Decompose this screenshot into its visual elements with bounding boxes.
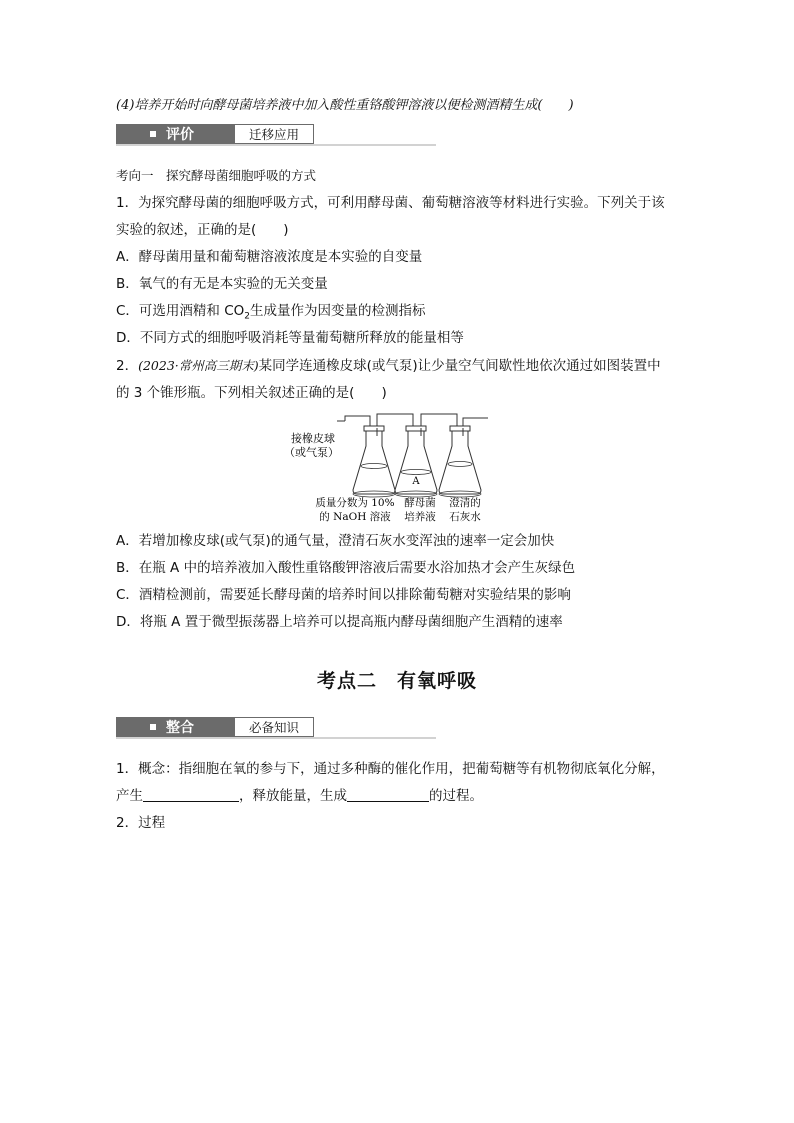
eval-banner-dark [116,124,234,144]
banner-rule [116,144,436,146]
q1-option-a: A．酵母菌用量和葡萄糖溶液浓度是本实验的自变量 [116,249,423,265]
question-4-statement: (4)培养开始时向酵母菌培养液中加入酸性重铬酸钾溶液以便检测酒精生成( ) [116,98,574,113]
concept-release: ，释放能量，生成 [239,788,347,804]
section-title [0,666,794,693]
caption-naoh-line-1: 质量分数为 10% [315,497,395,509]
eval-banner-subtitle: 迁移应用 [234,124,314,144]
pump-label-line-1: 接橡皮球 [291,432,335,445]
direction-heading: 考向一 探究酵母菌细胞呼吸的方式 [116,168,317,183]
flask-1 [353,428,395,494]
q1-option-c [116,302,426,326]
blank-field-2[interactable] [347,788,429,802]
stopper-3 [450,426,470,431]
q1-option-c-post: 生成量作为因变量的检测指标 [250,303,426,319]
q1-option-b: B．氧气的有无是本实验的无关变量 [116,276,328,292]
section-title-number: 考点二 [316,670,377,692]
square-bullet-icon [150,724,156,730]
stopper-1 [364,426,384,431]
integrate-banner-dark [116,717,234,737]
integrate-banner-subtitle: 必备知识 [234,717,314,737]
q2-stem-rest: 某同学连通橡皮球(或气泵)让少量空气间歇性地依次通过如图装置中 [258,358,661,374]
integrate-banner [116,717,436,739]
q1-stem-line-1: 1．为探究酵母菌的细胞呼吸方式，可利用酵母菌、葡萄糖溶液等材料进行实验。下列关于该 [116,195,665,211]
square-bullet-icon [150,131,156,137]
q1-option-c-pre: C．可选用酒精和 CO [116,303,245,319]
flask-3 [439,428,481,494]
q2-option-d: D．将瓶 A 置于微型振荡器上培养可以提高瓶内酵母菌细胞产生酒精的速率 [116,614,563,630]
flask-a-label: A [412,476,420,487]
caption-limewater-line-2: 石灰水 [449,511,481,523]
process-heading: 2．过程 [116,815,166,831]
caption-limewater-line-1: 澄清的 [449,497,481,509]
q2-number: 2． [116,358,139,374]
q1-option-c-sub: 2 [244,311,251,322]
q1-option-d: D．不同方式的细胞呼吸消耗等量葡萄糖所释放的能量相等 [116,330,464,346]
concept-line-1: 1．概念：指细胞在氧的参与下，通过多种酶的催化作用，把葡萄糖等有机物彻底氧化分解， [116,761,665,777]
q2-stem-line-2: 的 3 个锥形瓶。下列相关叙述正确的是( ) [116,385,387,401]
q2-option-c: C．酒精检测前，需要延长酵母菌的培养时间以排除葡萄糖对实验结果的影响 [116,587,571,603]
eval-banner [116,124,436,146]
eval-banner-title: 评价 [166,127,194,143]
banner-rule [116,737,436,739]
caption-yeast-line-1: 酵母菌 [404,497,436,509]
stopper-2 [406,426,426,431]
concept-produce: 产生 [116,788,143,804]
q2-stem-line-1 [116,357,661,375]
q2-option-b: B．在瓶 A 中的培养液加入酸性重铬酸钾溶液后需要水浴加热才会产生灰绿色 [116,560,576,576]
q1-stem-line-2: 实验的叙述，正确的是( ) [116,222,289,238]
pump-label-line-2: （或气泵） [284,446,339,459]
q2-option-a: A．若增加橡皮球(或气泵)的通气量，澄清石灰水变浑浊的速率一定会加快 [116,533,555,549]
apparatus-figure [284,408,495,526]
concept-process: 的过程。 [429,788,483,804]
concept-line-2 [116,787,483,805]
integrate-banner-title: 整合 [166,720,194,736]
q2-source: (2023·常州高三期末) [138,358,259,373]
caption-naoh-line-2: 的 NaOH 溶液 [319,511,391,523]
section-title-text: 有氧呼吸 [397,670,478,692]
blank-field-1[interactable] [143,788,239,802]
caption-yeast-line-2: 培养液 [404,511,436,523]
